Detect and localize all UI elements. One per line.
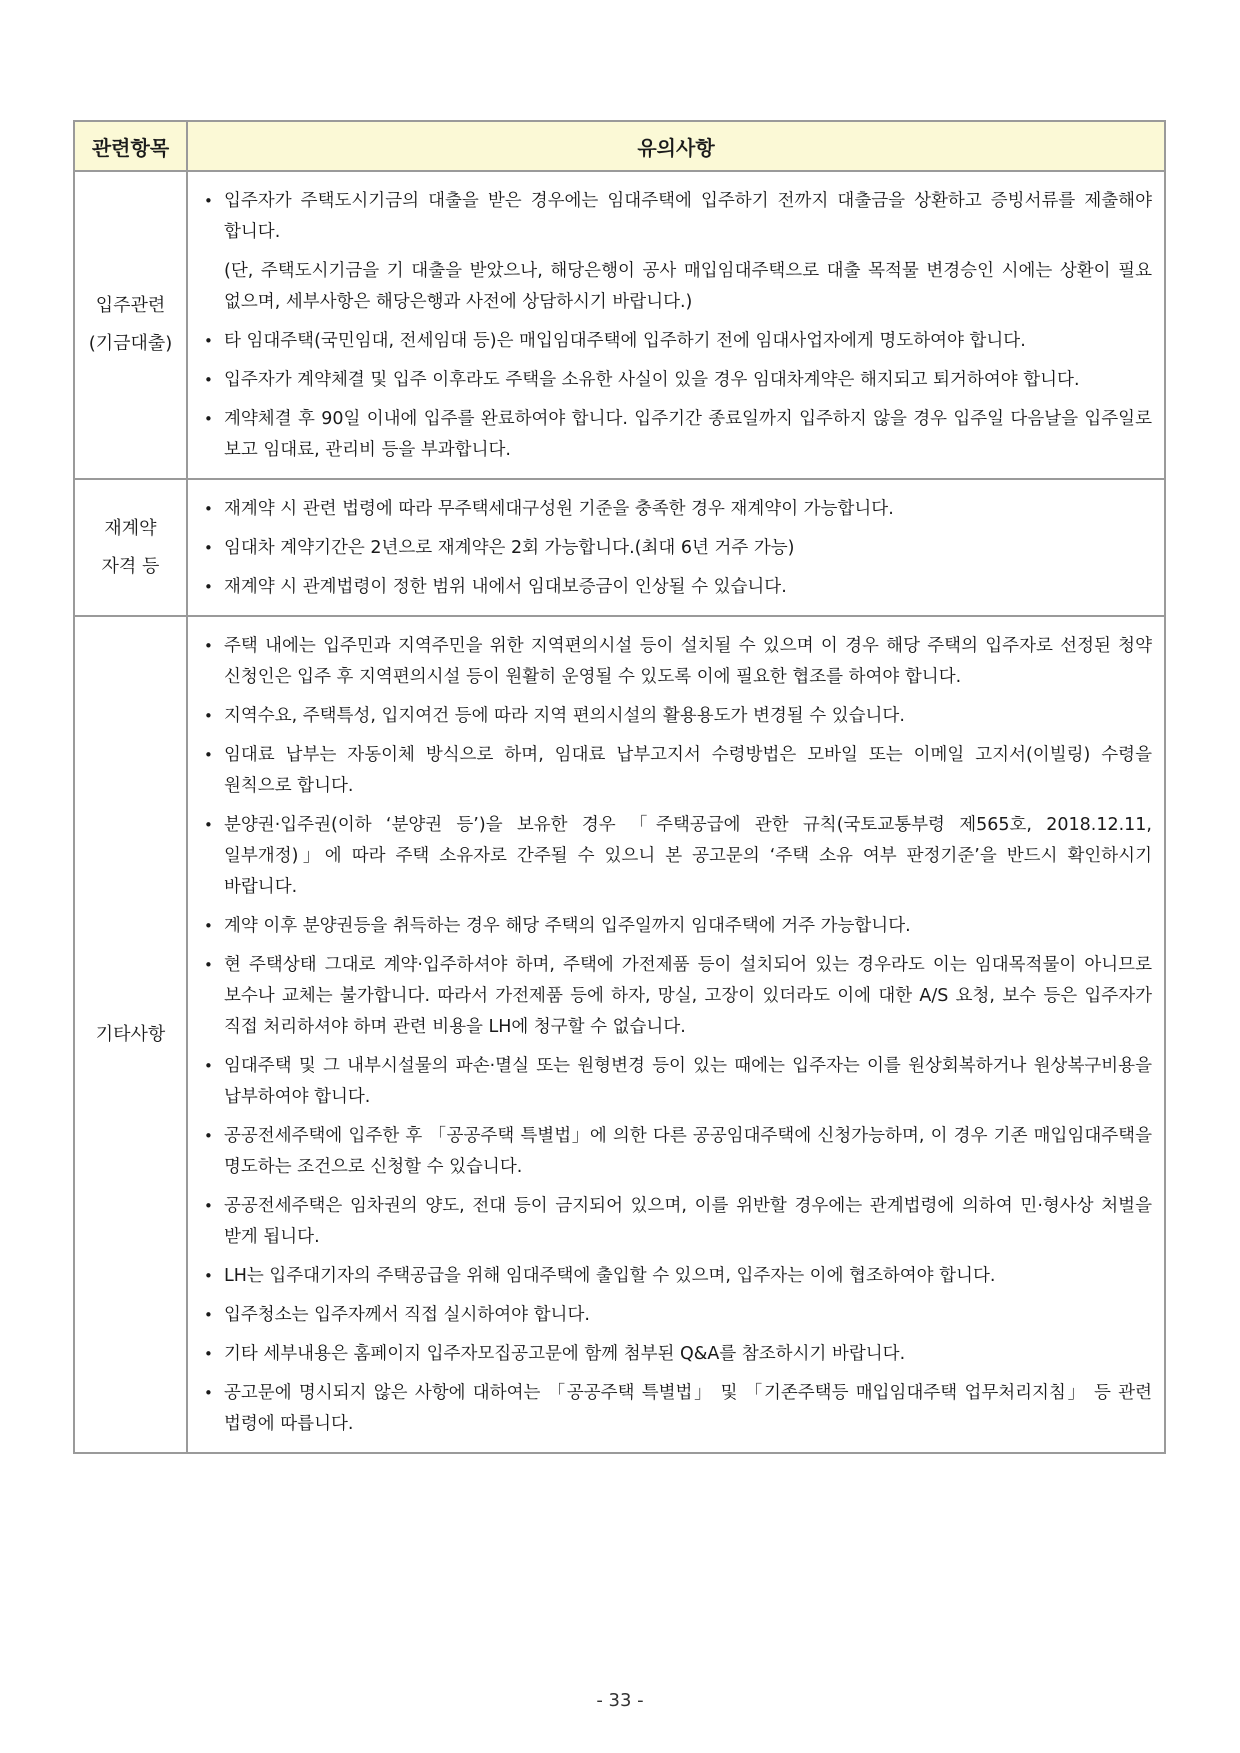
item-text: 재계약 시 관련 법령에 따라 무주택세대구성원 기준을 충족한 경우 재계약이 가능합니다. (224, 499, 894, 519)
bullet-icon: • (204, 1384, 213, 1402)
list-item (200, 533, 1152, 564)
item-text: 계약체결 후 90일 이내에 입주를 완료하여야 합니다. 입주기간 종료일까지 입주하지 않을 경우 입주일 다음날을 입주일로 보고 임대료, 관리비 등을 부과합니다. (224, 409, 1152, 460)
page-number: - 33 - (596, 1690, 644, 1711)
list-item (200, 1261, 1152, 1292)
bullet-icon: • (204, 746, 213, 764)
row-notes (187, 616, 1165, 1453)
item-text: 현 주택상태 그대로 계약·입주하셔야 하며, 주택에 가전제품 등이 설치되어 있는 경우라도 이는 임대목적물이 아니므로 보수나 교체는 불가합니다. 따라서 가전제품 등에 하자, 망실, 고장이 있더라도 이에 대한 A/S 요청, 보수 등은 입주자가 직접 처리하셔야 하며 관련 비용을 LH에 청구할 수 없습니다. (224, 955, 1152, 1037)
bullet-icon: • (204, 816, 213, 834)
bullet-icon: • (204, 539, 213, 557)
category-line: 재계약 (104, 517, 157, 539)
bullet-icon: • (204, 410, 213, 428)
table-header-row (74, 121, 1165, 171)
header-category: 관련항목 (74, 121, 187, 171)
bullet-icon: • (204, 637, 213, 655)
notes-table (73, 120, 1166, 1454)
row-notes (187, 171, 1165, 479)
list-item (200, 404, 1152, 466)
bullet-icon: • (204, 371, 213, 389)
item-text: LH는 입주대기자의 주택공급을 위해 임대주택에 출입할 수 있으며, 입주자는 이에 협조하여야 합니다. (224, 1266, 996, 1286)
list-item (200, 572, 1152, 603)
bullet-icon: • (204, 1267, 213, 1285)
item-text: 임대차 계약기간은 2년으로 재계약은 2회 가능합니다.(최대 6년 거주 가능) (224, 538, 795, 558)
bullet-icon: • (204, 332, 213, 350)
list-item (200, 631, 1152, 693)
table-row (74, 479, 1165, 616)
item-text: 공고문에 명시되지 않은 사항에 대하여는 「공공주택 특별법」 및 「기존주택등 매입임대주택 업무처리지침」 등 관련 법령에 따릅니다. (224, 1383, 1152, 1434)
list-item (200, 494, 1152, 525)
list-item (200, 1191, 1152, 1253)
item-text: 임대료 납부는 자동이체 방식으로 하며, 임대료 납부고지서 수령방법은 모바일 또는 이메일 고지서(이빌링) 수령을 원칙으로 합니다. (224, 745, 1152, 796)
item-text: 계약 이후 분양권등을 취득하는 경우 해당 주택의 입주일까지 임대주택에 거주 가능합니다. (224, 916, 911, 936)
list-item (200, 950, 1152, 1043)
list-item (200, 911, 1152, 942)
bullet-icon: • (204, 578, 213, 596)
category-line: 자격 등 (101, 555, 160, 577)
item-text: 입주자가 주택도시기금의 대출을 받은 경우에는 임대주택에 입주하기 전까지 대출금을 상환하고 증빙서류를 제출해야 합니다. (224, 191, 1152, 242)
notes-list (200, 494, 1152, 603)
row-category (74, 616, 187, 1453)
item-text: 지역수요, 주택특성, 입지여건 등에 따라 지역 편의시설의 활용용도가 변경될 수 있습니다. (224, 706, 905, 726)
item-text: 타 임대주택(국민임대, 전세임대 등)은 매입임대주택에 입주하기 전에 임대사업자에게 명도하여야 합니다. (224, 331, 1026, 351)
category-line: (기금대출) (88, 333, 173, 354)
list-item (200, 326, 1152, 357)
item-text: 재계약 시 관계법령이 정한 범위 내에서 임대보증금이 인상될 수 있습니다. (224, 577, 787, 597)
list-item (200, 701, 1152, 732)
item-text: 분양권·입주권(이하 ‘분양권 등’)을 보유한 경우 「주택공급에 관한 규칙(국토교통부령 제565호, 2018.12.11, 일부개정)」에 따라 주택 소유자로 간주될 수 있으니 본 공고문의 ‘주택 소유 여부 판정기준’을 반드시 확인하시기 바랍니다. (224, 815, 1152, 897)
row-category (74, 171, 187, 479)
item-text: 기타 세부내용은 홈페이지 입주자모집공고문에 함께 첨부된 Q&A를 참조하시기 바랍니다. (224, 1344, 906, 1364)
bullet-icon: • (204, 1127, 213, 1145)
list-item (200, 1121, 1152, 1183)
item-text: 입주청소는 입주자께서 직접 실시하여야 합니다. (224, 1305, 590, 1325)
bullet-icon: • (204, 1197, 213, 1215)
bullet-icon: • (204, 192, 213, 210)
bullet-icon: • (204, 1057, 213, 1075)
item-text: 주택 내에는 입주민과 지역주민을 위한 지역편의시설 등이 설치될 수 있으며 이 경우 해당 주택의 입주자로 선정된 청약 신청인은 입주 후 지역편의시설 등이 원활히 운영될 수 있도록 이에 필요한 협조를 하여야 합니다. (224, 636, 1152, 687)
table-body (74, 171, 1165, 1453)
table-row (74, 171, 1165, 479)
item-text: 공공전세주택은 임차권의 양도, 전대 등이 금지되어 있으며, 이를 위반할 경우에는 관계법령에 의하여 민·형사상 처벌을 받게 됩니다. (224, 1196, 1152, 1247)
item-text: 공공전세주택에 입주한 후 「공공주택 특별법」에 의한 다른 공공임대주택에 신청가능하며, 이 경우 기존 매입임대주택을 명도하는 조건으로 신청할 수 있습니다. (224, 1126, 1152, 1177)
list-item (200, 365, 1152, 396)
list-item (200, 740, 1152, 802)
list-item (200, 810, 1152, 903)
list-item (200, 186, 1152, 248)
bullet-icon: • (204, 500, 213, 518)
list-note (200, 256, 1152, 318)
category-line: 기타사항 (95, 1023, 166, 1045)
notes-list (200, 186, 1152, 466)
row-notes (187, 479, 1165, 616)
list-item (200, 1378, 1152, 1440)
category-line: 입주관련 (95, 295, 166, 316)
row-category (74, 479, 187, 616)
notes-list (200, 631, 1152, 1440)
bullet-icon: • (204, 1306, 213, 1324)
item-text: (단, 주택도시기금을 기 대출을 받았으나, 해당은행이 공사 매입임대주택으로 대출 목적물 변경승인 시에는 상환이 필요 없으며, 세부사항은 해당은행과 사전에 상담하시기 바랍니다.) (224, 261, 1152, 312)
table-row (74, 616, 1165, 1453)
item-text: 임대주택 및 그 내부시설물의 파손·멸실 또는 원형변경 등이 있는 때에는 입주자는 이를 원상회복하거나 원상복구비용을 납부하여야 합니다. (224, 1056, 1152, 1107)
bullet-icon: • (204, 917, 213, 935)
bullet-icon: • (204, 956, 213, 974)
bullet-icon: • (204, 707, 213, 725)
header-notes: 유의사항 (187, 121, 1165, 171)
list-item (200, 1339, 1152, 1370)
bullet-icon: • (204, 1345, 213, 1363)
list-item (200, 1300, 1152, 1331)
list-item (200, 1051, 1152, 1113)
item-text: 입주자가 계약체결 및 입주 이후라도 주택을 소유한 사실이 있을 경우 임대차계약은 해지되고 퇴거하여야 합니다. (224, 370, 1080, 390)
